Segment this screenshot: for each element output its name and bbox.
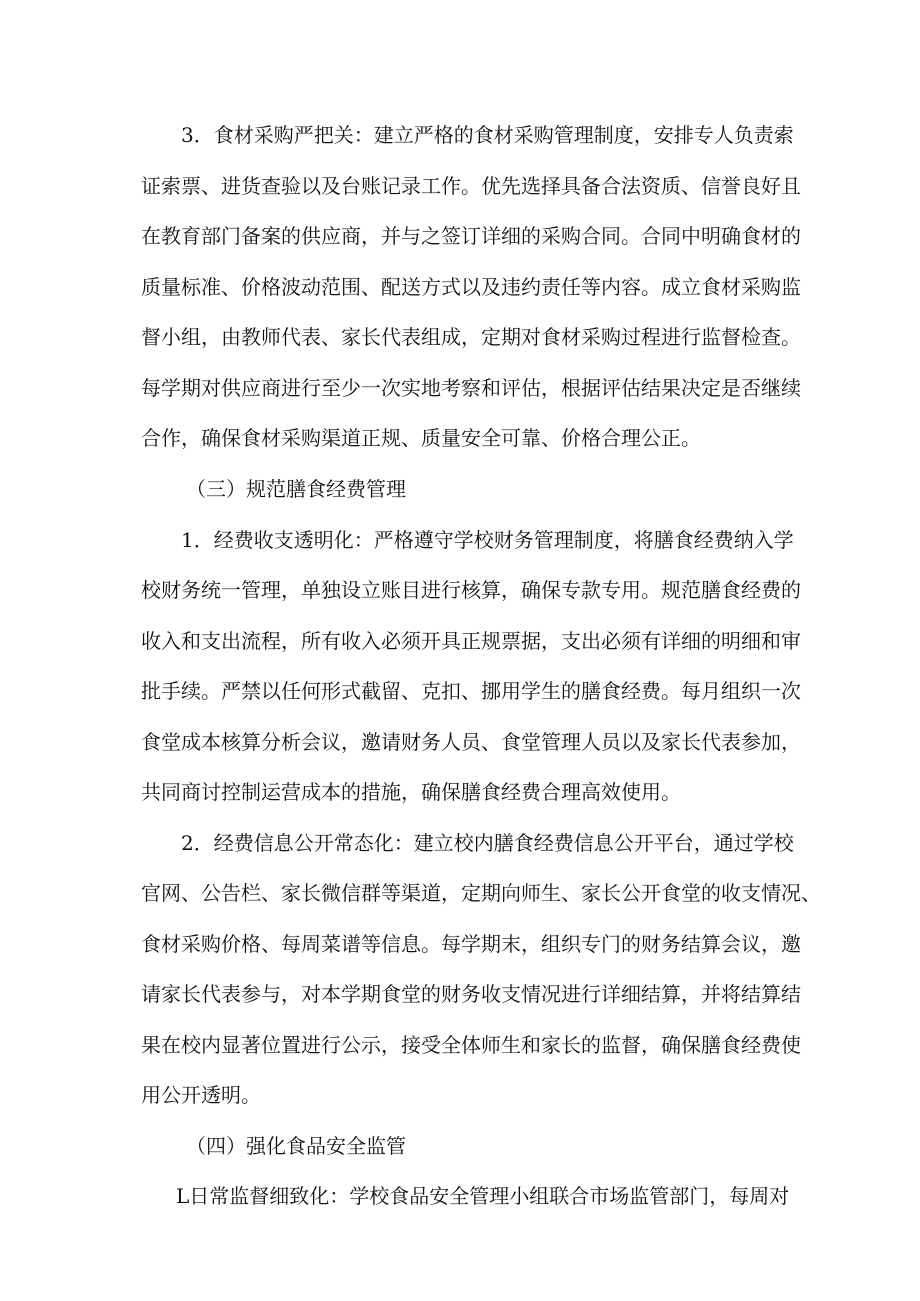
text-line: L日常监督细致化：学校食品安全管理小组联合市场监管部门，每周对 bbox=[176, 1184, 790, 1208]
text-line: 果在校内显著位置进行公示，接受全体师生和家长的监督，确保膳食经费使 bbox=[141, 1033, 801, 1057]
text-line: 2．经费信息公开常态化：建立校内膳食经费信息公开平台，通过学校 bbox=[181, 831, 794, 855]
text-line: 食堂成本核算分析会议，邀请财务人员、食堂管理人员以及家长代表参加， bbox=[141, 730, 801, 754]
text-line: 请家长代表参与，对本学期食堂的财务收支情况进行详细结算，并将结算结 bbox=[141, 982, 801, 1006]
section-heading-safety: （四）强化食品安全监管 bbox=[186, 1134, 406, 1158]
text-line: 官网、公告栏、家长微信群等渠道，定期向师生、家长公开食堂的收支情况、 bbox=[141, 881, 821, 905]
text-line: 督小组，由教师代表、家长代表组成，定期对食材采购过程进行监督检查。 bbox=[141, 325, 801, 349]
text-line: 证索票、进货查验以及台账记录工作。优先选择具备合法资质、信誉良好且 bbox=[141, 174, 801, 198]
text-line: 校财务统一管理，单独设立账目进行核算，确保专款专用。规范膳食经费的 bbox=[141, 578, 801, 602]
text-line: 收入和支出流程，所有收入必须开具正规票据，支出必须有详细的明细和审 bbox=[141, 629, 801, 653]
text-line: 在教育部门备案的供应商，并与之签订详细的采购合同。合同中明确食材的 bbox=[141, 224, 801, 248]
text-line: 食材采购价格、每周菜谱等信息。每学期末，组织专门的财务结算会议，邀 bbox=[141, 932, 801, 956]
text-line: 用公开透明。 bbox=[141, 1083, 261, 1107]
text-line: 质量标准、价格波动范围、配送方式以及违约责任等内容。成立食材采购监 bbox=[141, 275, 801, 299]
section-heading-funds: （三）规范膳食经费管理 bbox=[186, 477, 406, 501]
text-line: 3．食材采购严把关：建立严格的食材采购管理制度，安排专人负责索 bbox=[181, 123, 794, 147]
text-line: 共同商讨控制运营成本的措施，确保膳食经费合理高效使用。 bbox=[141, 780, 681, 804]
text-line: 1．经费收支透明化：严格遵守学校财务管理制度，将膳食经费纳入学 bbox=[181, 528, 794, 552]
text-line: 批手续。严禁以任何形式截留、克扣、挪用学生的膳食经费。每月组织一次 bbox=[141, 679, 801, 703]
text-line: 每学期对供应商进行至少一次实地考察和评估，根据评估结果决定是否继续 bbox=[141, 376, 801, 400]
text-line: 合作，确保食材采购渠道正规、质量安全可靠、价格合理公正。 bbox=[141, 426, 701, 450]
